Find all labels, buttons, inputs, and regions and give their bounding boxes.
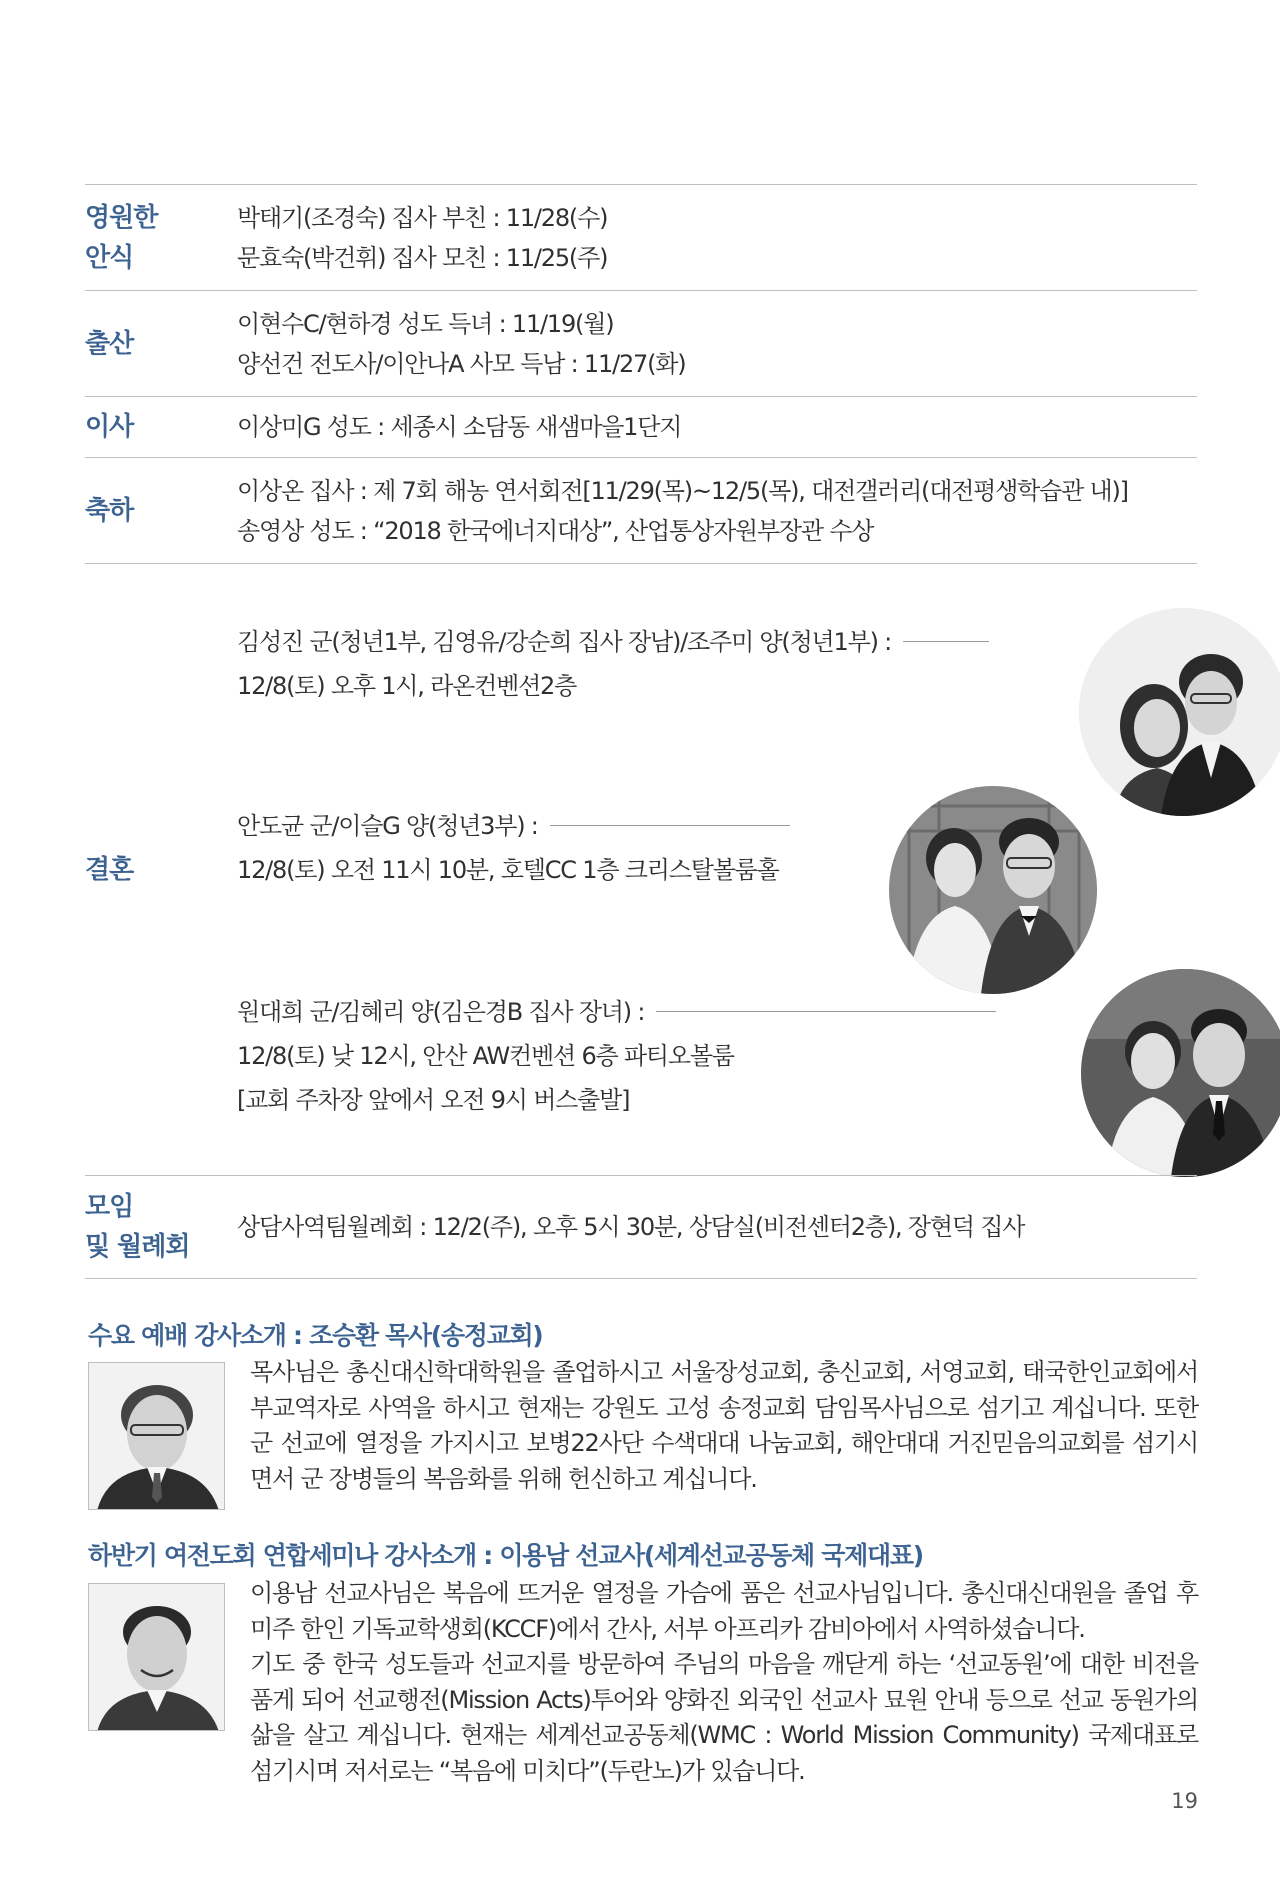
news-entry: 이현수C/현하경 성도 득녀 : 11/19(월) — [237, 309, 614, 338]
news-entry: 송영상 성도 : “2018 한국에너지대상”, 산업통상자원부장관 수상 — [237, 516, 874, 545]
couple-photo — [889, 786, 1097, 994]
bio-paragraph: 기도 중 한국 성도들과 선교지를 방문하여 주님의 마음을 깨닫게 하는 ‘선교동원’에 대한 비전을 품게 되어 선교행전(Mission Acts)투어와 양화진 외국인 선교사 묘원 안내 등으로 선교 동원가의 삶을 살고 계십니다. 현재는 세계선교공동체(WMC : World Mission Community) 국제대표로 섬기시며 저서로는 “복음에 미치다”(두란노)가 있습니다. — [250, 1650, 1198, 1785]
speaker-portrait — [88, 1583, 225, 1731]
wedding-couple-line — [237, 990, 996, 1034]
speaker-title: 수요 예배 강사소개 : 조승환 목사(송정교회) — [88, 1321, 543, 1350]
speaker-bio — [250, 1576, 1198, 1789]
leader-line — [656, 1011, 996, 1012]
congrats-entries — [237, 471, 1197, 551]
wedding-entry — [237, 990, 996, 1122]
category-congrats — [85, 491, 237, 531]
bio-paragraph: 목사님은 총신대신학대학원을 졸업하시고 서울장성교회, 충신교회, 서영교회, 태국한인교회에서 부교역자로 사역을 하시고 현재는 강원도 고성 송정교회 담임목사님으로 섬기고 계십니다. 또한 군 선교에 열정을 가지시고 보병22사단 수색대대 나눔교회, 해안대대 거진믿음의교회를 섬기시면서 군 장병들의 복음화를 위해 헌신하고 계십니다. — [250, 1358, 1198, 1493]
category-line: 영원한 — [85, 202, 158, 233]
wedding-couple-line — [237, 620, 989, 664]
news-entry: 양선건 전도사/이안나A 사모 득남 : 11/27(화) — [237, 349, 686, 378]
news-entry: 이상미G 성도 : 세종시 소담동 새샘마을1단지 — [237, 413, 682, 441]
birth-entries — [237, 304, 1197, 384]
speaker-bio — [250, 1355, 1198, 1497]
leader-line — [550, 825, 790, 826]
news-row-congrats — [85, 457, 1197, 563]
wedding-entry — [237, 804, 790, 892]
category-move — [85, 407, 237, 447]
category-line: 모임 — [85, 1192, 134, 1222]
news-entry: 박태기(조경숙) 집사 부친 : 11/28(수) — [237, 203, 608, 232]
speaker-portrait-image — [89, 1363, 225, 1510]
church-news-table — [85, 184, 1197, 1279]
leader-line — [903, 641, 989, 642]
news-row-wedding — [85, 563, 1197, 1175]
couple-photo — [1079, 608, 1280, 816]
wedding-couple-line — [237, 804, 790, 848]
category-line: 축하 — [85, 495, 134, 526]
category-birth — [85, 324, 237, 364]
wedding-details: 12/8(토) 오전 11시 10분, 호텔CC 1층 크리스탈볼룸홀 — [237, 855, 779, 884]
bio-paragraph: 이용남 선교사님은 복음에 뜨거운 열정을 가슴에 품은 선교사님입니다. 총신대신대원을 졸업 후 미주 한인 기독교학생회(KCCF)에서 간사, 서부 아프리카 감비아에서 사역하셨습니다. — [250, 1579, 1198, 1643]
news-entry: 상담사역팀월례회 : 12/2(주), 오후 5시 30분, 상담실(비전센터2층), 장현덕 집사 — [237, 1213, 1025, 1241]
page-number: 19 — [1171, 1789, 1198, 1813]
condolence-entries — [237, 198, 1197, 278]
category-condolence — [85, 198, 237, 278]
news-entry: 이상온 집사 : 제 7회 해농 연서회전[11/29(목)~12/5(목), 대전갤러리(대전평생학습관 내)] — [237, 476, 1128, 505]
category-line: 안식 — [85, 242, 134, 273]
couple-photo — [1081, 969, 1280, 1177]
couple-photo-image — [1079, 608, 1280, 816]
couple-photo-image — [1081, 969, 1280, 1177]
news-row-condolence — [85, 184, 1197, 290]
category-wedding — [85, 850, 237, 890]
wedding-entries — [237, 564, 1197, 1176]
speaker-title: 하반기 여전도회 연합세미나 강사소개 : 이용남 선교사(세계선교공동체 국제대표) — [88, 1541, 923, 1570]
news-row-move — [85, 396, 1197, 457]
category-line: 출산 — [85, 328, 134, 359]
wedding-entry — [237, 620, 989, 708]
category-line: 이사 — [85, 412, 134, 442]
wedding-details: 12/8(토) 낮 12시, 안산 AW컨벤션 6층 파티오볼룸 — [237, 1041, 734, 1070]
news-row-birth — [85, 290, 1197, 396]
wedding-couple: 김성진 군(청년1부, 김영유/강순희 집사 장남)/조주미 양(청년1부) : — [237, 627, 892, 656]
news-row-meeting — [85, 1175, 1197, 1279]
speaker-portrait — [88, 1362, 225, 1510]
wedding-couple: 원대희 군/김혜리 양(김은경B 집사 장녀) : — [237, 997, 645, 1026]
category-line: 결혼 — [85, 854, 134, 885]
category-meeting — [85, 1187, 237, 1267]
category-line: 및 월례회 — [85, 1232, 190, 1262]
speaker-portrait-image — [89, 1584, 225, 1731]
wedding-couple: 안도균 군/이슬G 양(청년3부) : — [237, 811, 538, 840]
move-entries — [237, 407, 1197, 447]
wedding-details: 12/8(토) 오후 1시, 라온컨벤션2층 — [237, 671, 577, 700]
wedding-notice: [교회 주차장 앞에서 오전 9시 버스출발] — [237, 1085, 630, 1114]
meeting-entries — [237, 1207, 1197, 1247]
news-entry: 문효숙(박건휘) 집사 모친 : 11/25(주) — [237, 243, 608, 272]
couple-photo-image — [889, 786, 1097, 994]
